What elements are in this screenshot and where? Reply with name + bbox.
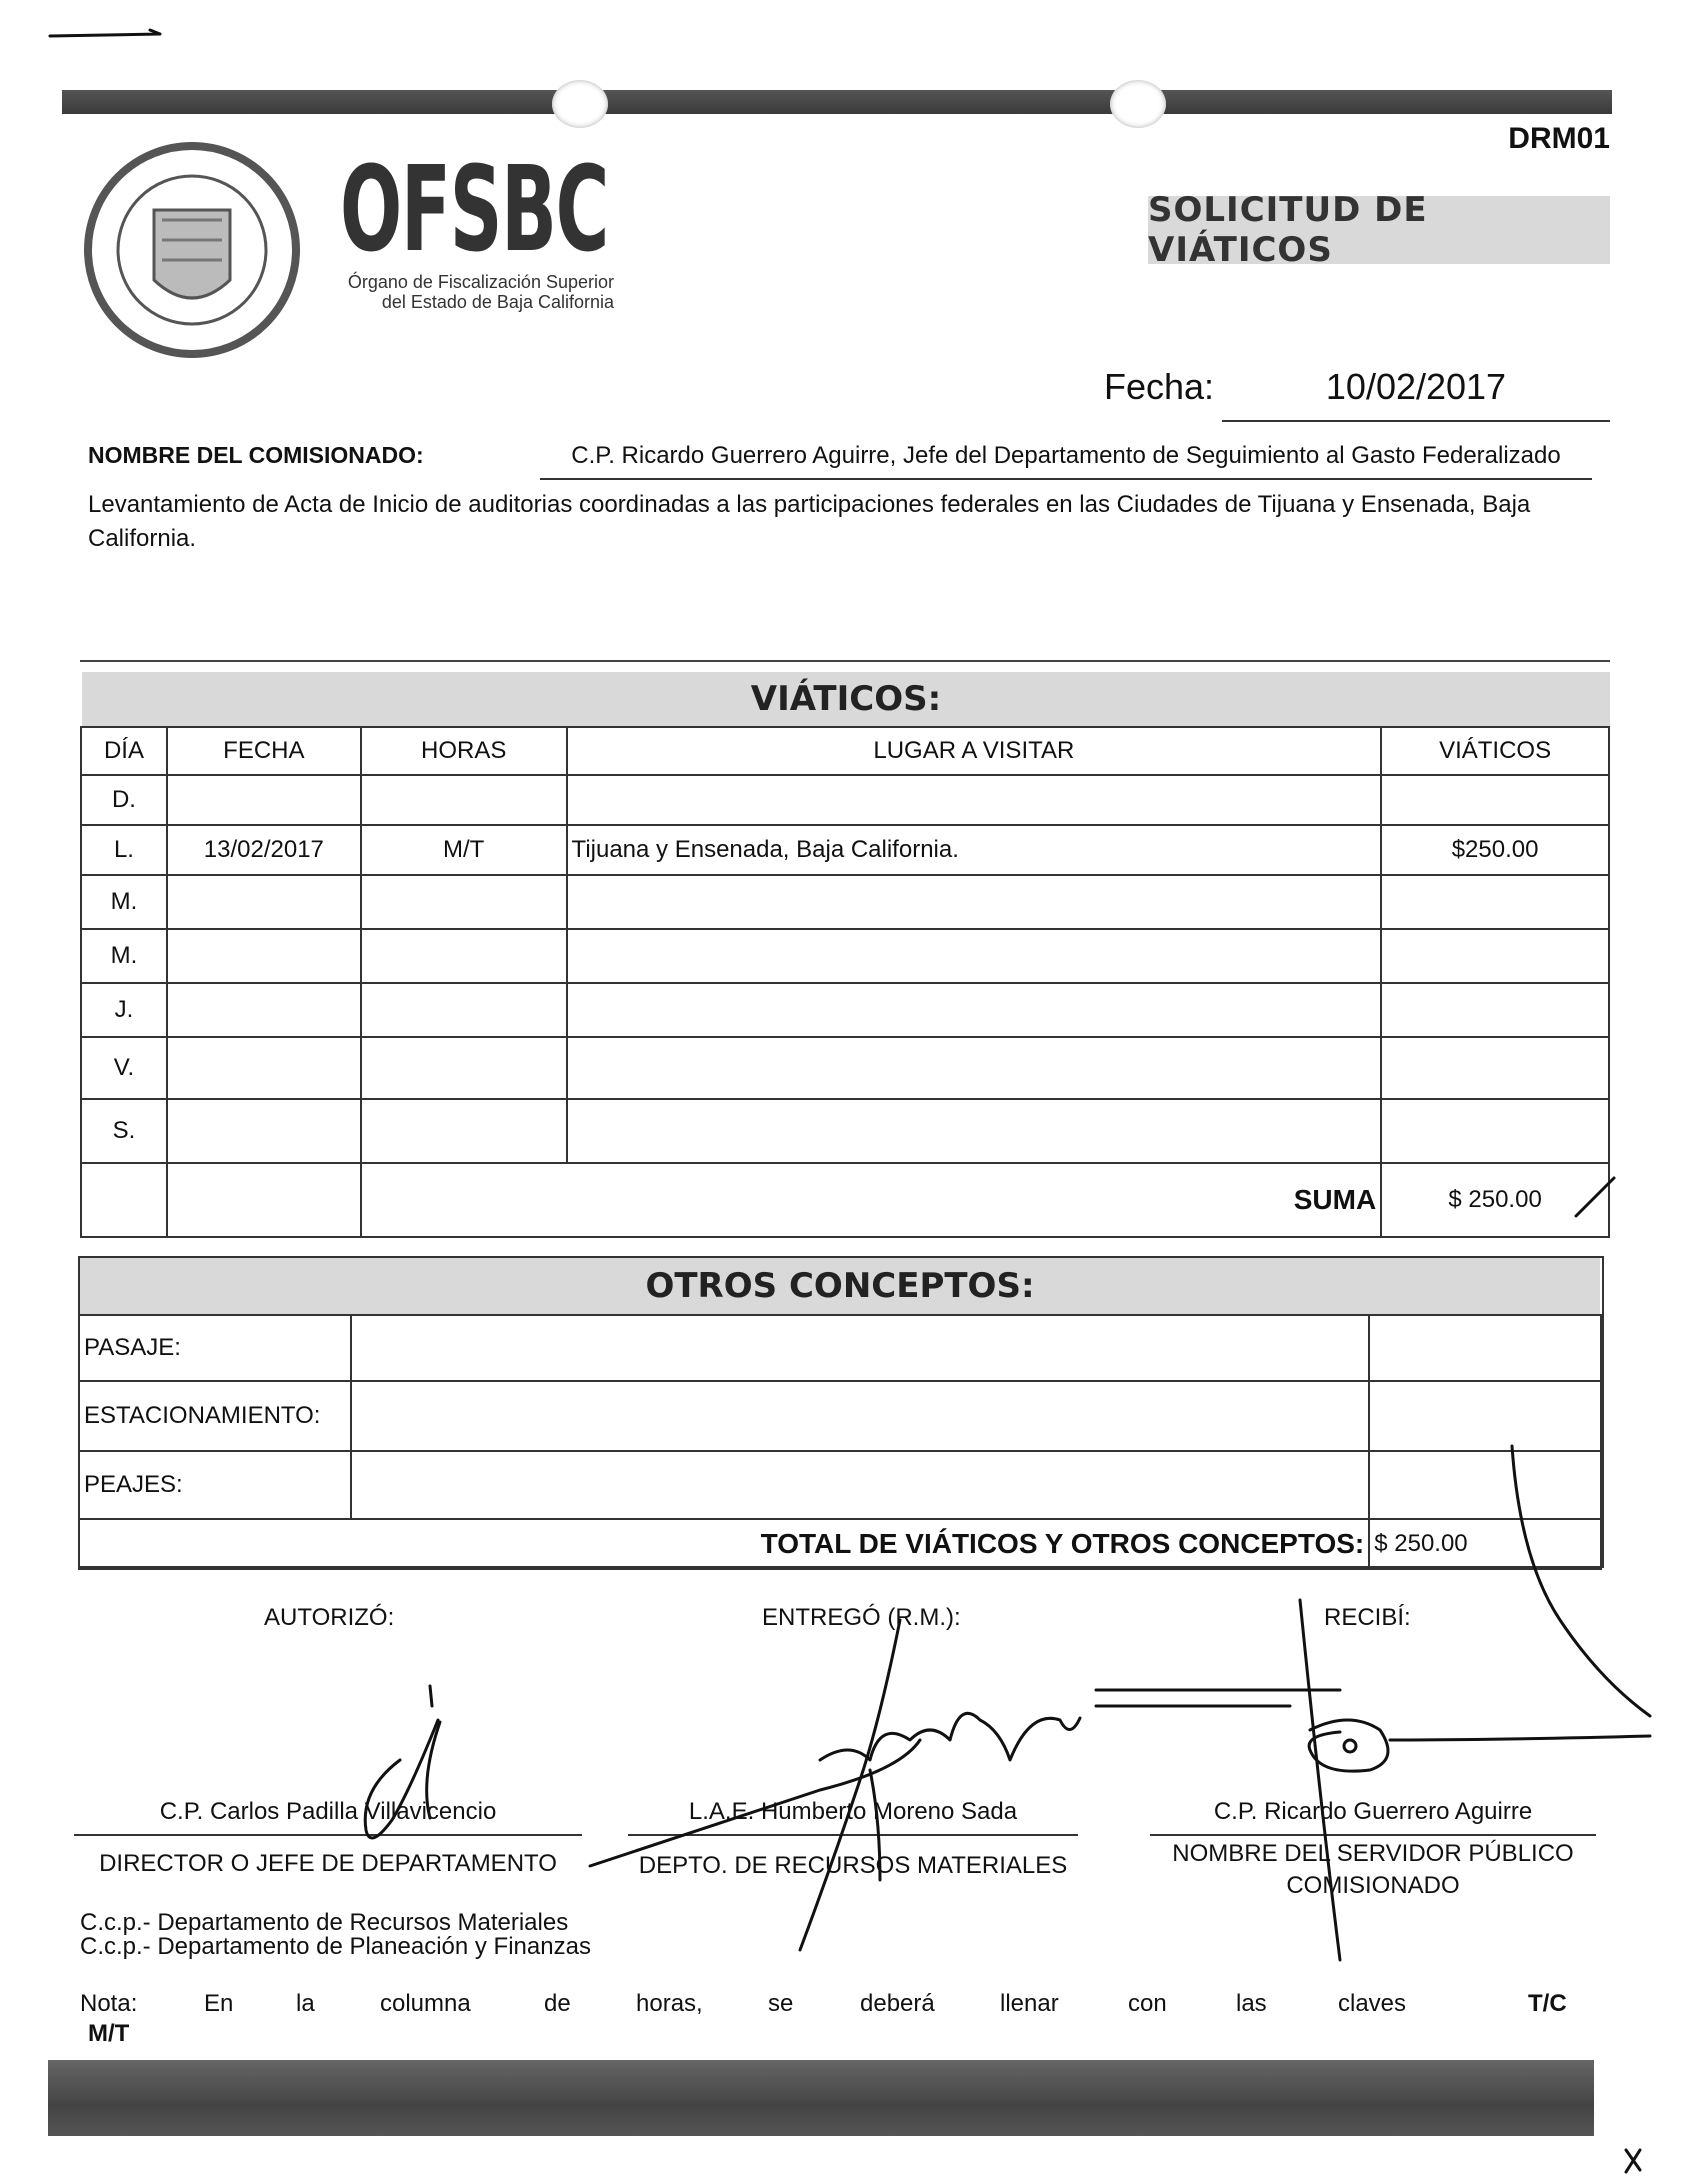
table-row xyxy=(81,983,1609,1037)
cell-viaticos xyxy=(1381,1099,1609,1163)
entrego-role: DEPTO. DE RECURSOS MATERIALES xyxy=(638,1852,1068,1879)
form-title: SOLICITUD DE VIÁTICOS xyxy=(1148,196,1610,264)
nota-word: T/C xyxy=(1528,1990,1567,2017)
cell-lugar xyxy=(567,929,1382,983)
cell-horas xyxy=(361,875,567,929)
table-row xyxy=(81,929,1609,983)
cell-lugar xyxy=(567,775,1382,825)
total-label: TOTAL DE VIÁTICOS Y OTROS CONCEPTOS: xyxy=(79,1519,1369,1569)
table-row xyxy=(81,1099,1609,1163)
form-code: DRM01 xyxy=(1508,122,1610,155)
nota-word: En xyxy=(204,1990,234,2017)
table-row xyxy=(81,875,1609,929)
cell-dia: D. xyxy=(81,775,167,825)
cell-viaticos xyxy=(1381,875,1609,929)
nota-word: horas, xyxy=(636,1990,703,2017)
cell-lugar xyxy=(567,1099,1382,1163)
entrego-label: ENTREGÓ (R.M.): xyxy=(762,1604,961,1631)
state-seal-logo xyxy=(82,140,302,360)
cell-lugar: Tijuana y Ensenada, Baja California. xyxy=(567,825,1382,875)
cell-fecha xyxy=(167,875,361,929)
concepto-detalle xyxy=(351,1381,1369,1451)
cell-empty xyxy=(81,1163,167,1237)
nota-word: la xyxy=(296,1990,315,2017)
nota-word: llenar xyxy=(1000,1990,1059,2017)
header-dia: DÍA xyxy=(81,727,167,775)
comisionado-value: C.P. Ricardo Guerrero Aguirre, Jefe del Departamento de Seguimiento al Gasto Federalizado xyxy=(540,442,1592,480)
table-header-row xyxy=(81,727,1609,775)
cell-dia: V. xyxy=(81,1037,167,1099)
punch-hole xyxy=(552,80,608,128)
concepto-importe xyxy=(1369,1381,1601,1451)
table-row xyxy=(81,825,1609,875)
nota-word: deberá xyxy=(860,1990,935,2017)
cell-horas xyxy=(361,929,567,983)
viaticos-section-title: VIÁTICOS: xyxy=(82,672,1610,726)
cell-viaticos xyxy=(1381,983,1609,1037)
table-row xyxy=(81,775,1609,825)
viaticos-table xyxy=(80,726,1610,1238)
signature-line xyxy=(628,1834,1078,1836)
cell-fecha xyxy=(167,1037,361,1099)
cell-horas xyxy=(361,1099,567,1163)
brand-subtitle-line: Órgano de Fiscalización Superior xyxy=(347,272,614,292)
header-lugar: LUGAR A VISITAR xyxy=(567,727,1382,775)
recibi-role xyxy=(1150,1838,1596,1902)
cell-horas xyxy=(361,775,567,825)
header-fecha: FECHA xyxy=(167,727,361,775)
punch-hole xyxy=(1110,80,1166,128)
nota-word: columna xyxy=(380,1990,471,2017)
autorizo-role: DIRECTOR O JEFE DE DEPARTAMENTO xyxy=(99,1850,557,1877)
cell-horas xyxy=(361,983,567,1037)
fecha-value: 10/02/2017 xyxy=(1222,366,1610,422)
brand-subtitle-line: del Estado de Baja California xyxy=(381,292,614,312)
suma-row xyxy=(81,1163,1609,1237)
recibi-role-line: COMISIONADO xyxy=(1286,1872,1460,1899)
cell-dia: J. xyxy=(81,983,167,1037)
nota-word: de xyxy=(544,1990,571,2017)
cell-fecha: 13/02/2017 xyxy=(167,825,361,875)
autorizo-name: C.P. Carlos Padilla Villavicencio xyxy=(159,1798,497,1825)
bottom-decorative-bar xyxy=(48,2060,1594,2136)
concepto-label: PASAJE: xyxy=(79,1315,351,1381)
header-viaticos: VIÁTICOS xyxy=(1381,727,1609,775)
cell-fecha xyxy=(167,983,361,1037)
total-row xyxy=(79,1519,1601,1569)
cell-dia: M. xyxy=(81,929,167,983)
cell-dia: S. xyxy=(81,1099,167,1163)
recibi-label: RECIBÍ: xyxy=(1324,1604,1411,1631)
cell-lugar xyxy=(567,983,1382,1037)
entrego-name: L.A.E. Humberto Moreno Sada xyxy=(688,1798,1018,1825)
concepto-detalle xyxy=(351,1315,1369,1381)
recibi-role-line: NOMBRE DEL SERVIDOR PÚBLICO xyxy=(1172,1840,1574,1867)
concepto-importe xyxy=(1369,1315,1601,1381)
cell-viaticos xyxy=(1381,775,1609,825)
comisionado-label: NOMBRE DEL COMISIONADO: xyxy=(88,442,424,468)
otros-section-title: OTROS CONCEPTOS: xyxy=(80,1258,1600,1314)
ccp-line: C.c.p.- Departamento de Planeación y Finanzas xyxy=(80,1933,591,1960)
divider xyxy=(80,660,1610,662)
brand-logo-text: OFSBC xyxy=(340,140,609,278)
cell-lugar xyxy=(567,1037,1382,1099)
nota-word: se xyxy=(768,1990,794,2017)
brand-subtitle xyxy=(330,272,614,312)
nota-word: claves xyxy=(1338,1990,1407,2017)
table-row xyxy=(79,1451,1601,1519)
total-value: $ 250.00 xyxy=(1369,1519,1601,1569)
cell-fecha xyxy=(167,1099,361,1163)
nota-word: las xyxy=(1236,1990,1267,2017)
recibi-name: C.P. Ricardo Guerrero Aguirre xyxy=(1213,1798,1533,1825)
table-row xyxy=(79,1381,1601,1451)
concepto-importe xyxy=(1369,1451,1601,1519)
concepto-label: ESTACIONAMIENTO: xyxy=(79,1381,351,1451)
concepto-label: PEAJES: xyxy=(79,1451,351,1519)
cell-viaticos xyxy=(1381,929,1609,983)
nota-word: con xyxy=(1128,1990,1167,2017)
table-row xyxy=(79,1315,1601,1381)
otros-conceptos-table xyxy=(78,1314,1602,1570)
suma-value: $ 250.00 xyxy=(1381,1163,1609,1237)
cell-fecha xyxy=(167,929,361,983)
cell-fecha xyxy=(167,775,361,825)
cell-dia: M. xyxy=(81,875,167,929)
concepto-detalle xyxy=(351,1451,1369,1519)
commission-description: Levantamiento de Acta de Inicio de auditorias coordinadas a las participaciones federales en las Ciudades de Tijuana y Ensenada, Baja California. xyxy=(88,491,1531,552)
top-decorative-bar xyxy=(62,90,1612,114)
cell-empty xyxy=(167,1163,361,1237)
header-horas: HORAS xyxy=(361,727,567,775)
signature-line xyxy=(1150,1834,1596,1836)
fecha-label: Fecha: xyxy=(1104,366,1215,407)
cell-dia: L. xyxy=(81,825,167,875)
cell-horas xyxy=(361,1037,567,1099)
nota-word: Nota: xyxy=(80,1990,138,2017)
nota-line2: M/T xyxy=(88,2020,130,2047)
cell-lugar xyxy=(567,875,1382,929)
table-row xyxy=(81,1037,1609,1099)
autorizo-label: AUTORIZÓ: xyxy=(264,1604,395,1631)
cell-viaticos: $250.00 xyxy=(1381,825,1609,875)
ccp-line: C.c.p.- Departamento de Recursos Materiales xyxy=(80,1909,569,1936)
cell-viaticos xyxy=(1381,1037,1609,1099)
signature-line xyxy=(74,1834,582,1836)
suma-label: SUMA xyxy=(361,1163,1381,1237)
cell-horas: M/T xyxy=(361,825,567,875)
